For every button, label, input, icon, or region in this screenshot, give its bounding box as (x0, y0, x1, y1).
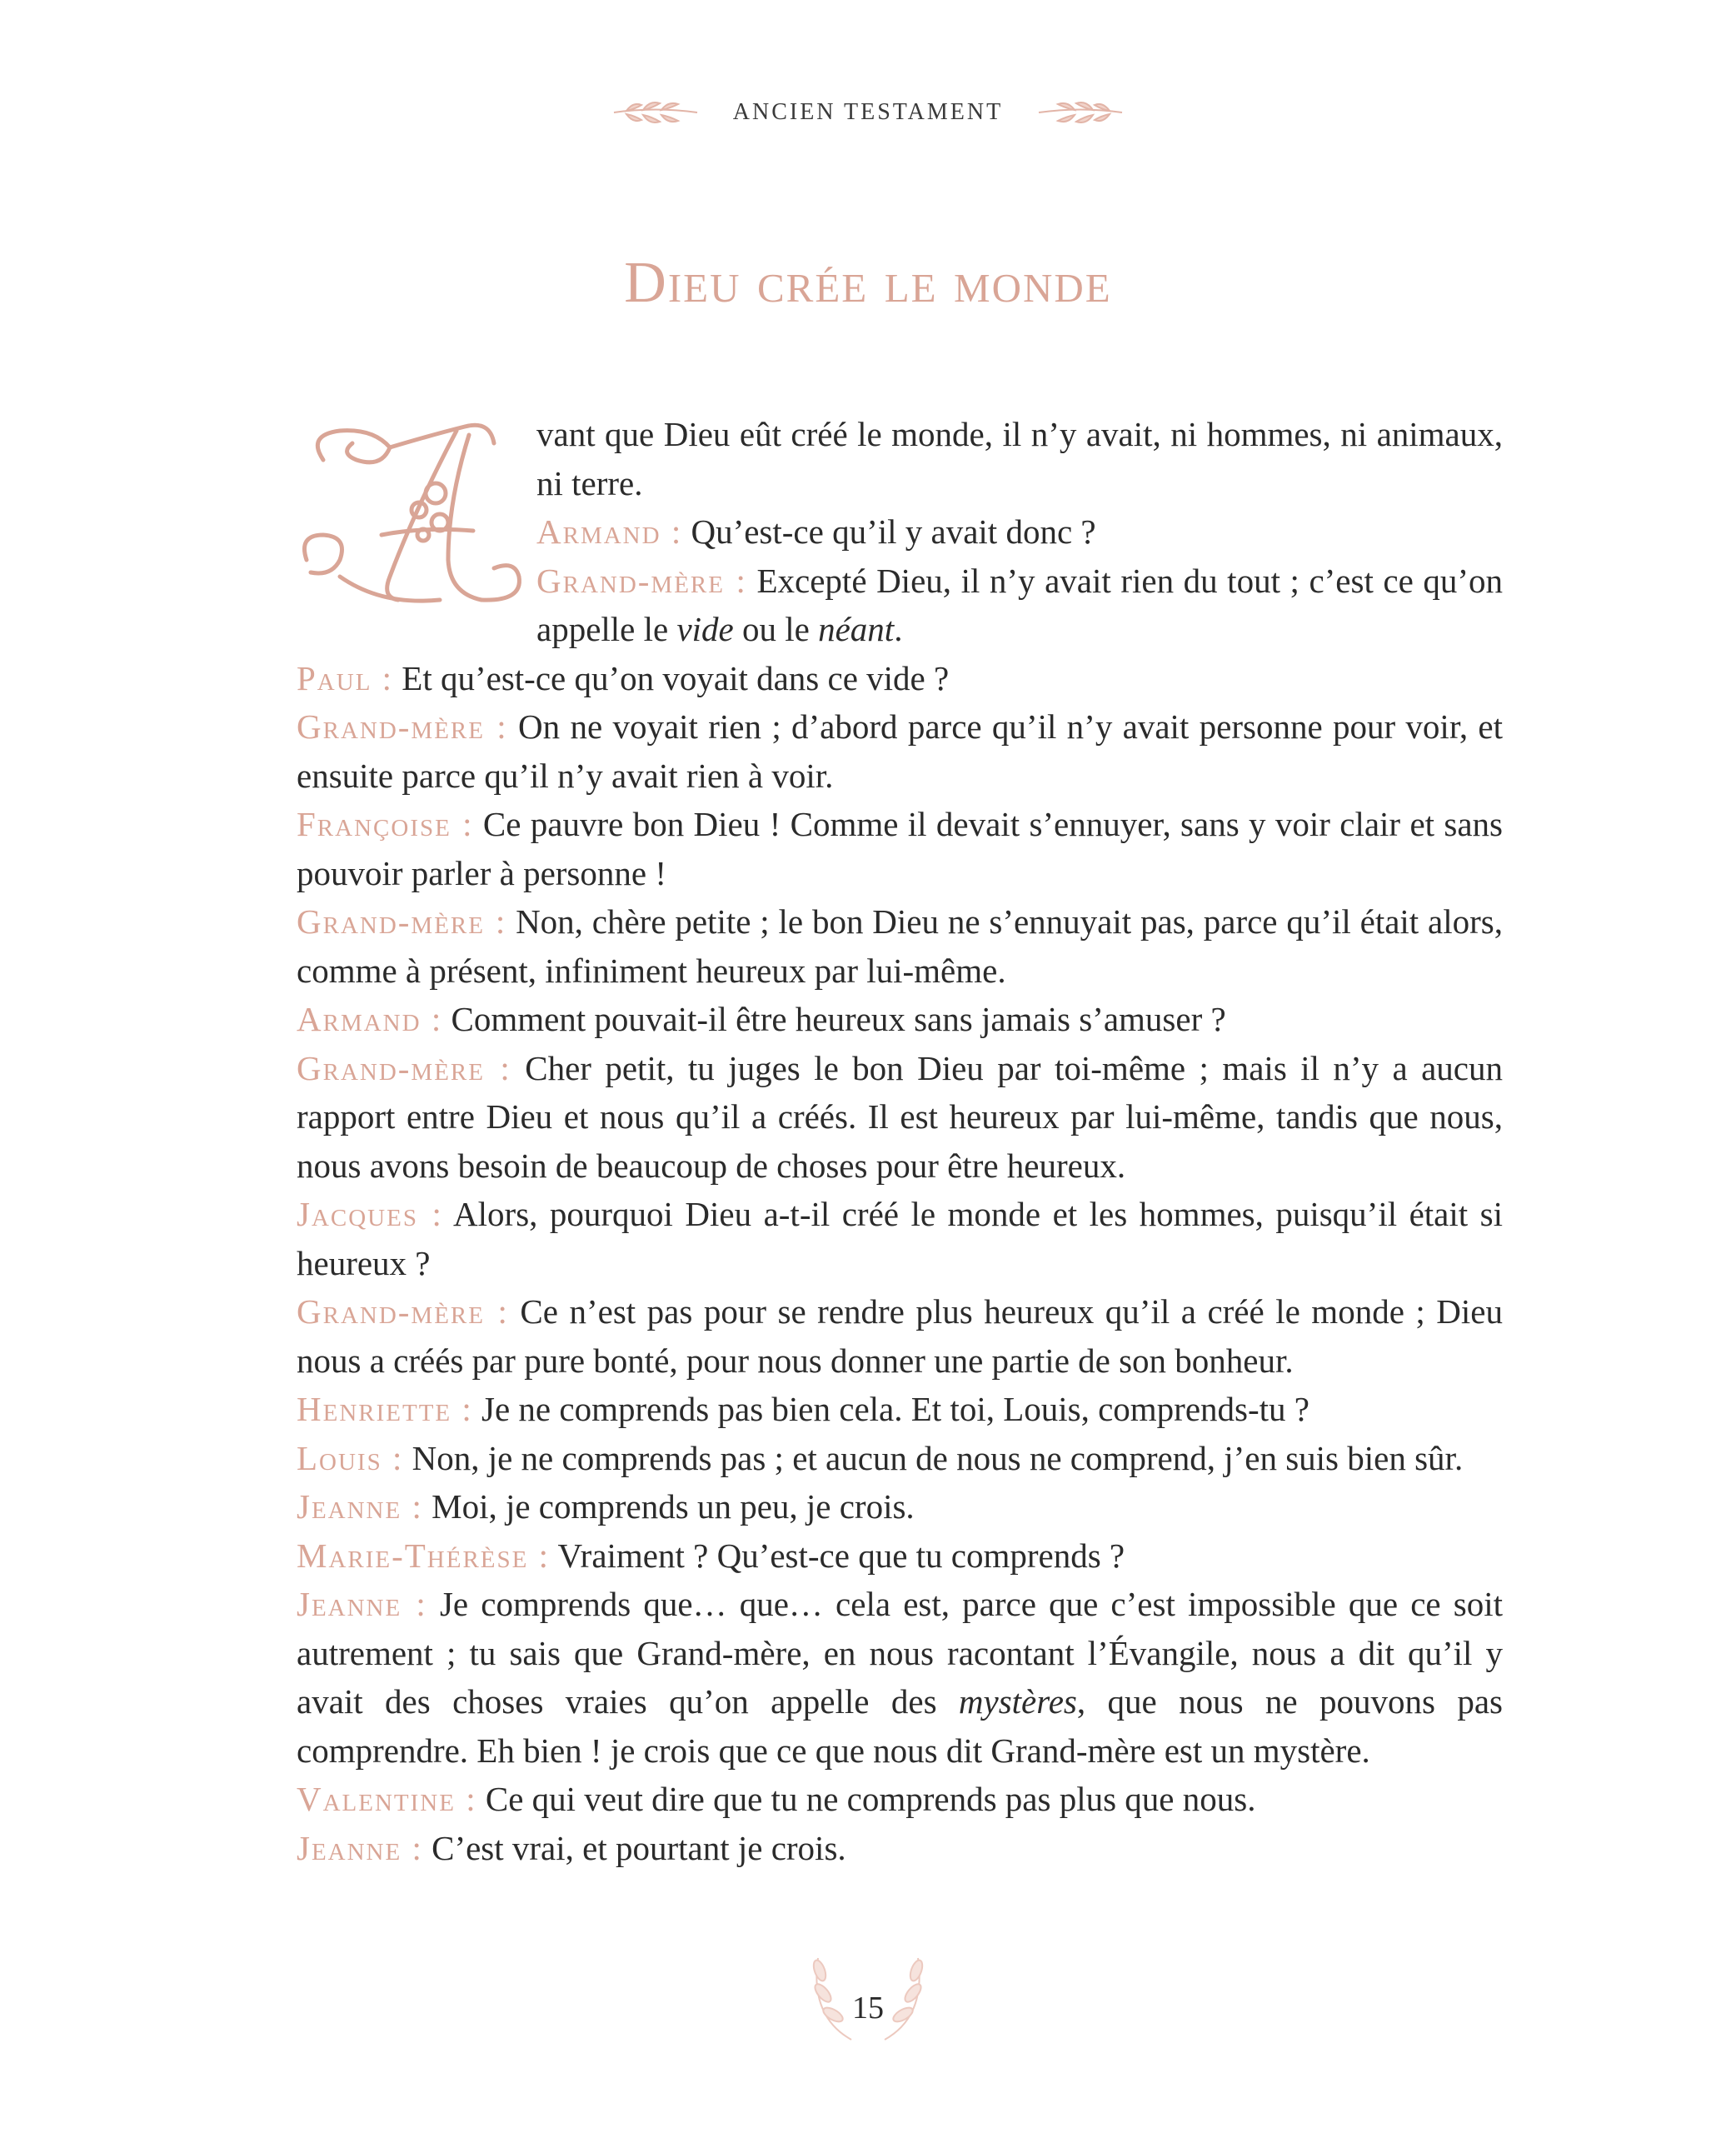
dialogue-text: Excepté Dieu, il n’y avait rien du tout ; c’est ce qu’on appelle le (536, 561, 1503, 648)
speaker-name: Grand-mère : (297, 707, 508, 746)
speaker-name: Armand : (536, 512, 683, 551)
dialogue-text: Ce pauvre bon Dieu ! Comme il devait s’ennuyer, sans y voir clair et sans pouvoir parler à personne ! (297, 805, 1503, 892)
page-number: 15 (852, 1991, 884, 2026)
speaker-name: Jeanne : (297, 1487, 423, 1526)
dialogue-text: C’est vrai, et pourtant je crois. (422, 1828, 846, 1867)
dialogue-text: Ce n’est pas pour se rendre plus heureux qu’il a créé le monde ; Dieu nous a créés par pure bonté, pour nous donner une partie de son bonheur. (297, 1292, 1503, 1380)
dialogue-line (297, 897, 1503, 995)
dialogue-text: Qu’est-ce qu’il y avait donc ? (682, 512, 1096, 551)
dialogue-line (297, 1775, 1503, 1824)
dialogue-text: Vraiment ? Qu’est-ce que tu comprends ? (550, 1536, 1125, 1575)
dialogue-line (297, 1385, 1503, 1434)
speaker-name: Grand-mère : (297, 1048, 511, 1087)
dialogue-text: Je comprends que… que… cela est, parce que c’est impossible que ce soit autrement ; tu sais que Grand-mère, en nous racontant l’Évangile, nous a dit qu’il y avait des choses vraies qu’on appelle des (297, 1585, 1503, 1721)
speaker-name: Henriette : (297, 1390, 473, 1428)
dialogue-text: Alors, pourquoi Dieu a-t-il créé le monde et les hommes, puisqu’il était si heureux ? (297, 1195, 1503, 1282)
dialogue-line (297, 702, 1503, 800)
dialogue-line (297, 1044, 1503, 1191)
dialogue-line (297, 1824, 1503, 1873)
dialogue-line (297, 1580, 1503, 1775)
speaker-name: Grand-mère : (297, 1292, 509, 1331)
dialogue-text: Moi, je comprends un peu, je crois. (422, 1487, 915, 1526)
dialogue-line (297, 1190, 1503, 1287)
emphasis-text: néant (818, 610, 895, 648)
dialogue-text: Non, chère petite ; le bon Dieu ne s’ennuyait pas, parce qu’il était alors, comme à présent, infiniment heureux par lui-même. (297, 902, 1503, 990)
dialogue-text: , que nous ne pouvons pas comprendre. Eh bien ! je crois que ce que nous dit Grand-mère est un mystère. (297, 1682, 1503, 1770)
chapter-title: Dieu crée le monde (624, 251, 1112, 315)
dialogue-line (297, 995, 1503, 1044)
speaker-name: Jeanne : (297, 1828, 423, 1867)
dialogue-text: Ce qui veut dire que tu ne comprends pas plus que nous. (476, 1780, 1256, 1818)
running-header (0, 98, 1736, 127)
dialogue-line (297, 654, 1503, 703)
right-sprig-ornament-icon (1035, 98, 1126, 127)
dialogue-text: On ne voyait rien ; d’abord parce qu’il n’y avait personne pour voir, et ensuite parce qu’il n’y avait rien à voir. (297, 707, 1503, 795)
left-sprig-ornament-icon (610, 98, 701, 127)
speaker-name: Grand-mère : (297, 902, 507, 941)
dialogue-text: Cher petit, tu juges le bon Dieu par toi-même ; mais il n’y a aucun rapport entre Dieu et nous qu’il a créés. Il est heureux par lui-même, tandis que nous, nous avons besoin de beaucoup de choses pour être heureux. (297, 1048, 1503, 1185)
speaker-name: Jacques : (297, 1195, 443, 1233)
dialogue-body (297, 410, 1503, 1872)
running-header-title: ANCIEN TESTAMENT (732, 99, 1004, 125)
dialogue-text: . (894, 610, 903, 648)
dialogue-line (297, 1482, 1503, 1531)
speaker-name: Grand-mère : (536, 561, 747, 600)
speaker-name: Jeanne : (297, 1585, 427, 1623)
dialogue-text: Je ne comprends pas bien cela. Et toi, Louis, comprends-tu ? (472, 1390, 1309, 1428)
speaker-name: Louis : (297, 1438, 404, 1477)
dialogue-text: Comment pouvait-il être heureux sans jamais s’amuser ? (442, 1000, 1226, 1038)
dialogue-text: Non, je ne comprends pas ; et aucun de nous ne comprend, j’en suis bien sûr. (403, 1438, 1464, 1477)
speaker-name: Armand : (297, 1000, 443, 1038)
speaker-name: Françoise : (297, 805, 474, 843)
speaker-name: Paul : (297, 658, 394, 697)
emphasis-text: vide (676, 610, 734, 648)
emphasis-text: mystères (958, 1682, 1077, 1721)
dialogue-text: ou le (733, 610, 819, 648)
paragraph-text: vant que Dieu eût créé le monde, il n’y avait, ni hommes, ni animaux, ni terre. (536, 415, 1503, 502)
ornate-drop-cap-a-icon (290, 410, 531, 614)
dialogue-text: Et qu’est-ce qu’on voyait dans ce vide ? (393, 658, 950, 697)
dialogue-line (297, 1434, 1503, 1483)
speaker-name: Valentine : (297, 1780, 477, 1818)
dialogue-line (297, 1287, 1503, 1385)
dialogue-line (297, 1531, 1503, 1581)
dialogue-line (297, 800, 1503, 897)
speaker-name: Marie-Thérèse : (297, 1536, 551, 1575)
